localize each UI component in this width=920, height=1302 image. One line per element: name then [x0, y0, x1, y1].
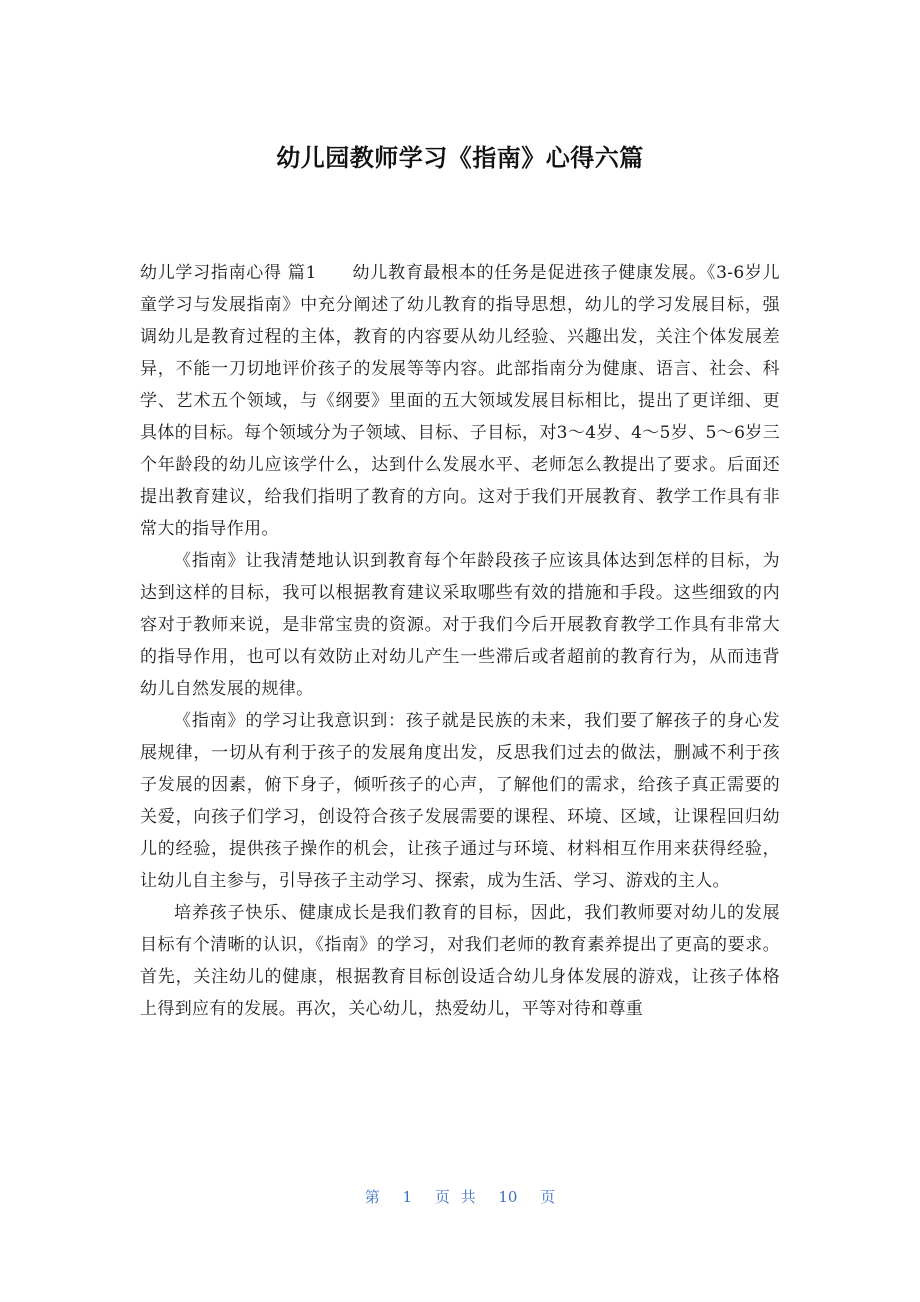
document-title: 幼儿园教师学习《指南》心得六篇 [276, 144, 644, 172]
current-page-number: 1 [402, 1188, 413, 1206]
paragraph: 《指南》的学习让我意识到：孩子就是民族的未来，我们要了解孩子的身心发展规律，一切从有利于孩子的发展角度出发，反思我们过去的做法，删减不利于孩子发展的因素，俯下身子，倾听孩子的心声，了解他们的需求，给孩子真正需要的关爱，向孩子们学习，创设符合孩子发展需要的课程、环境、区域，让课程回归幼儿的经验，提供孩子操作的机会，让孩子通过与环境、材料相互作用来获得经验，让幼儿自主参与，引导孩子主动学习、探索，成为生活、学习、游戏的主人。 [140, 711, 780, 891]
footer-suffix: 页 [540, 1188, 556, 1206]
document-body [140, 257, 780, 1019]
footer-prefix: 第 [364, 1188, 380, 1206]
paragraph: 《指南》让我清楚地认识到教育每个年龄段孩子应该具体达到怎样的目标，为达到这样的目标，我可以根据教育建议采取哪些有效的措施和手段。这些细致的内容对于教师来说，是非常宝贵的资源。对于我们今后开展教育教学工作具有非常大的指导作用，也可以有效防止对幼儿产生一些滞后或者超前的教育行为，从而违背幼儿自然发展的规律。 [140, 551, 780, 699]
total-pages: 10 [498, 1188, 518, 1206]
page-footer [0, 1186, 920, 1207]
paragraph: 幼儿学习指南心得 篇1 幼儿教育最根本的任务是促进孩子健康发展。《3-6岁儿童学习与发展指南》中充分阐述了幼儿教育的指导思想，幼儿的学习发展目标，强调幼儿是教育过程的主体，教育的内容要从幼儿经验、兴趣出发，关注个体发展差异，不能一刀切地评价孩子的发展等等内容。此部指南分为健康、语言、社会、科学、艺术五个领域，与《纲要》里面的五大领域发展目标相比，提出了更详细、更具体的目标。每个领域分为子领域、目标、子目标，对3～4岁、4～5岁、5～6岁三个年龄段的幼儿应该学什么，达到什么发展水平、老师怎么教提出了要求。后面还提出教育建议，给我们指明了教育的方向。这对于我们开展教育、教学工作具有非常大的指导作用。 [140, 263, 780, 539]
footer-mid: 页 共 [434, 1188, 476, 1206]
paragraph: 培养孩子快乐、健康成长是我们教育的目标，因此，我们教师要对幼儿的发展目标有个清晰的认识，《指南》的学习，对我们老师的教育素养提出了更高的要求。首先，关注幼儿的健康，根据教育目标创设适合幼儿身体发展的游戏，让孩子体格上得到应有的发展。再次，关心幼儿，热爱幼儿，平等对待和尊重 [140, 903, 780, 1019]
